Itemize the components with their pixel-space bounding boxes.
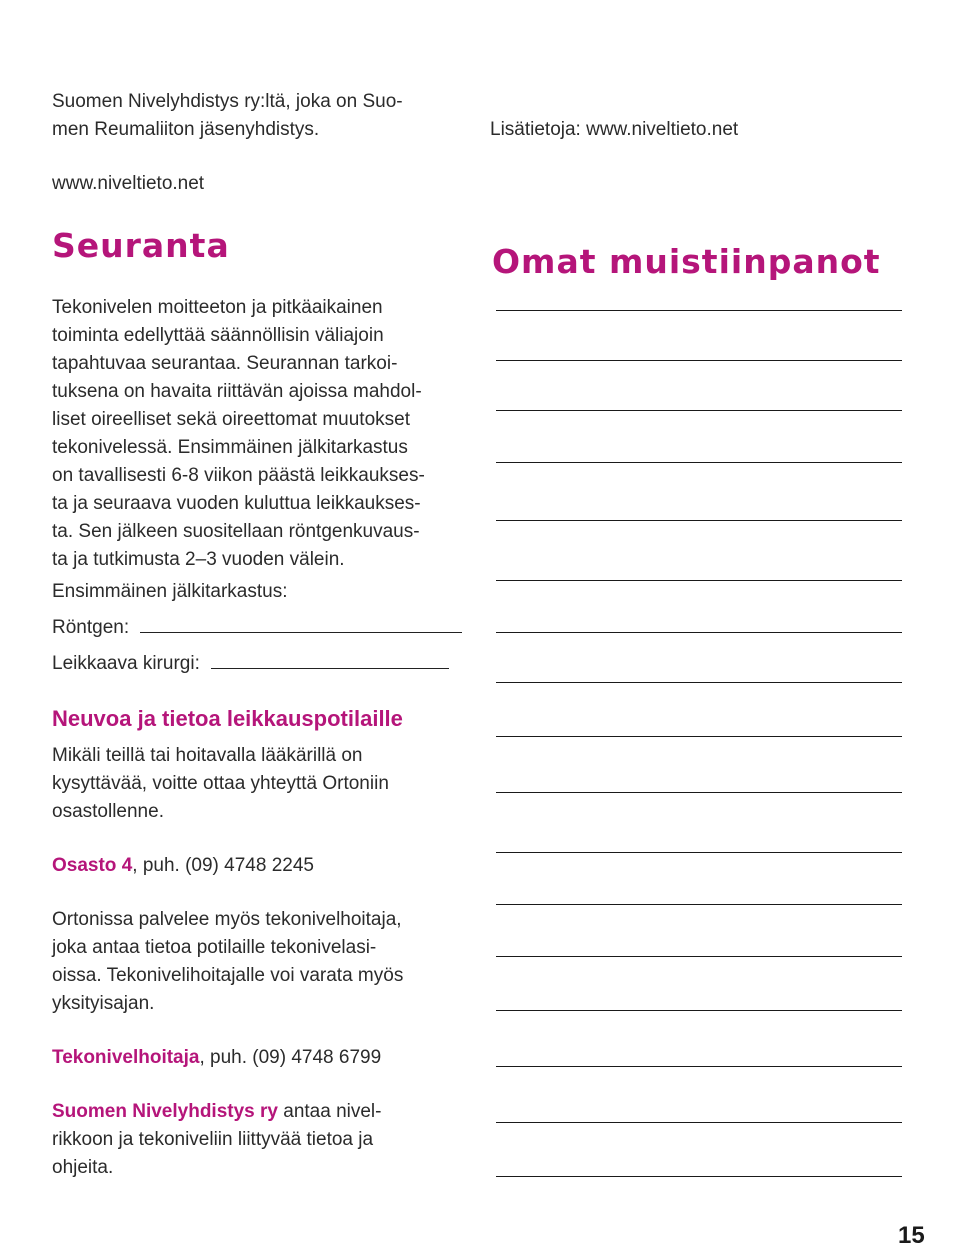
paragraph-line: on tavallisesti 6-8 viikon päästä leikkaukses- xyxy=(52,465,425,486)
note-line[interactable] xyxy=(496,520,902,521)
seuranta-heading: Seuranta xyxy=(52,226,230,265)
paragraph-line: ta ja tutkimusta 2–3 vuoden välein. xyxy=(52,549,345,570)
ward-contact xyxy=(52,852,314,880)
page-number: 15 xyxy=(898,1222,925,1249)
note-line[interactable] xyxy=(496,792,902,793)
note-line[interactable] xyxy=(496,682,902,683)
note-line[interactable] xyxy=(496,1010,902,1011)
note-line[interactable] xyxy=(496,1176,902,1177)
xray-blank-line[interactable] xyxy=(140,612,462,633)
intro-line: men Reumaliiton jäsenyhdistys. xyxy=(52,119,320,140)
note-line[interactable] xyxy=(496,580,902,581)
intro-line: Suomen Nivelyhdistys ry:ltä, joka on Suo- xyxy=(52,91,403,112)
paragraph-line: liset oireelliset sekä oireettomat muutokset xyxy=(52,409,410,430)
surgeon-row xyxy=(52,648,449,678)
paragraph-line: ta. Sen jälkeen suositellaan röntgenkuvaus- xyxy=(52,521,420,542)
advice-paragraph xyxy=(52,742,389,826)
first-checkup-label: Ensimmäinen jälkitarkastus: xyxy=(52,581,288,602)
note-line[interactable] xyxy=(496,956,902,957)
paragraph-line: ta ja seuraava vuoden kuluttua leikkaukses- xyxy=(52,493,421,514)
association-paragraph xyxy=(52,1098,381,1182)
seuranta-paragraph xyxy=(52,294,425,574)
nurse-paragraph xyxy=(52,906,403,1018)
xray-row xyxy=(52,612,462,642)
paragraph-line: ohjeita. xyxy=(52,1157,114,1178)
paragraph-line xyxy=(52,1098,381,1126)
nurse-contact xyxy=(52,1044,381,1072)
paragraph-line: joka antaa tietoa potilaille tekonivelasi- xyxy=(52,937,377,958)
more-info-text: Lisätietoja: www.niveltieto.net xyxy=(490,119,739,140)
note-line[interactable] xyxy=(496,632,902,633)
surgeon-blank-line[interactable] xyxy=(211,648,449,669)
paragraph-line: oissa. Tekonivelihoitajalle voi varata myös xyxy=(52,965,404,986)
note-line[interactable] xyxy=(496,904,902,905)
paragraph-line: Ortonissa palvelee myös tekonivelhoitaja, xyxy=(52,909,402,930)
ward-phone: , puh. (09) 4748 2245 xyxy=(132,855,314,876)
website-link[interactable]: www.niveltieto.net xyxy=(52,173,205,194)
association-name: Suomen Nivelyhdistys ry xyxy=(52,1101,278,1122)
advice-heading: Neuvoa ja tietoa leikkauspotilaille xyxy=(52,706,403,731)
paragraph-line: yksityisajan. xyxy=(52,993,155,1014)
note-line[interactable] xyxy=(496,360,902,361)
paragraph-line: Mikäli teillä tai hoitavalla lääkärillä on xyxy=(52,745,363,766)
intro-text xyxy=(52,88,403,144)
nurse-name: Tekonivelhoitaja xyxy=(52,1047,200,1068)
nurse-phone: , puh. (09) 4748 6799 xyxy=(199,1047,382,1068)
note-line[interactable] xyxy=(496,736,902,737)
note-line[interactable] xyxy=(496,1122,902,1123)
note-line[interactable] xyxy=(496,310,902,311)
paragraph-line: tapahtuvaa seurantaa. Seurannan tarkoi- xyxy=(52,353,398,374)
xray-label: Röntgen: xyxy=(52,617,130,638)
notes-heading: Omat muistiinpanot xyxy=(492,242,881,281)
paragraph-line: osastollenne. xyxy=(52,801,164,822)
paragraph-line: tuksena on havaita riittävän ajoissa mahdol- xyxy=(52,381,422,402)
note-line[interactable] xyxy=(496,462,902,463)
note-line[interactable] xyxy=(496,852,902,853)
ward-name: Osasto 4 xyxy=(52,855,133,876)
surgeon-label: Leikkaava kirurgi: xyxy=(52,653,200,674)
paragraph-line: rikkoon ja tekoniveliin liittyvää tietoa ja xyxy=(52,1129,374,1150)
paragraph-line: Tekonivelen moitteeton ja pitkäaikainen xyxy=(52,297,383,318)
paragraph-line: toiminta edellyttää säännöllisin väliajoin xyxy=(52,325,384,346)
paragraph-line: tekonivelessä. Ensimmäinen jälkitarkastus xyxy=(52,437,408,458)
note-line[interactable] xyxy=(496,1066,902,1067)
note-line[interactable] xyxy=(496,410,902,411)
association-text: antaa nivel- xyxy=(277,1101,382,1122)
paragraph-line: kysyttävää, voitte ottaa yhteyttä Ortoniin xyxy=(52,773,389,794)
